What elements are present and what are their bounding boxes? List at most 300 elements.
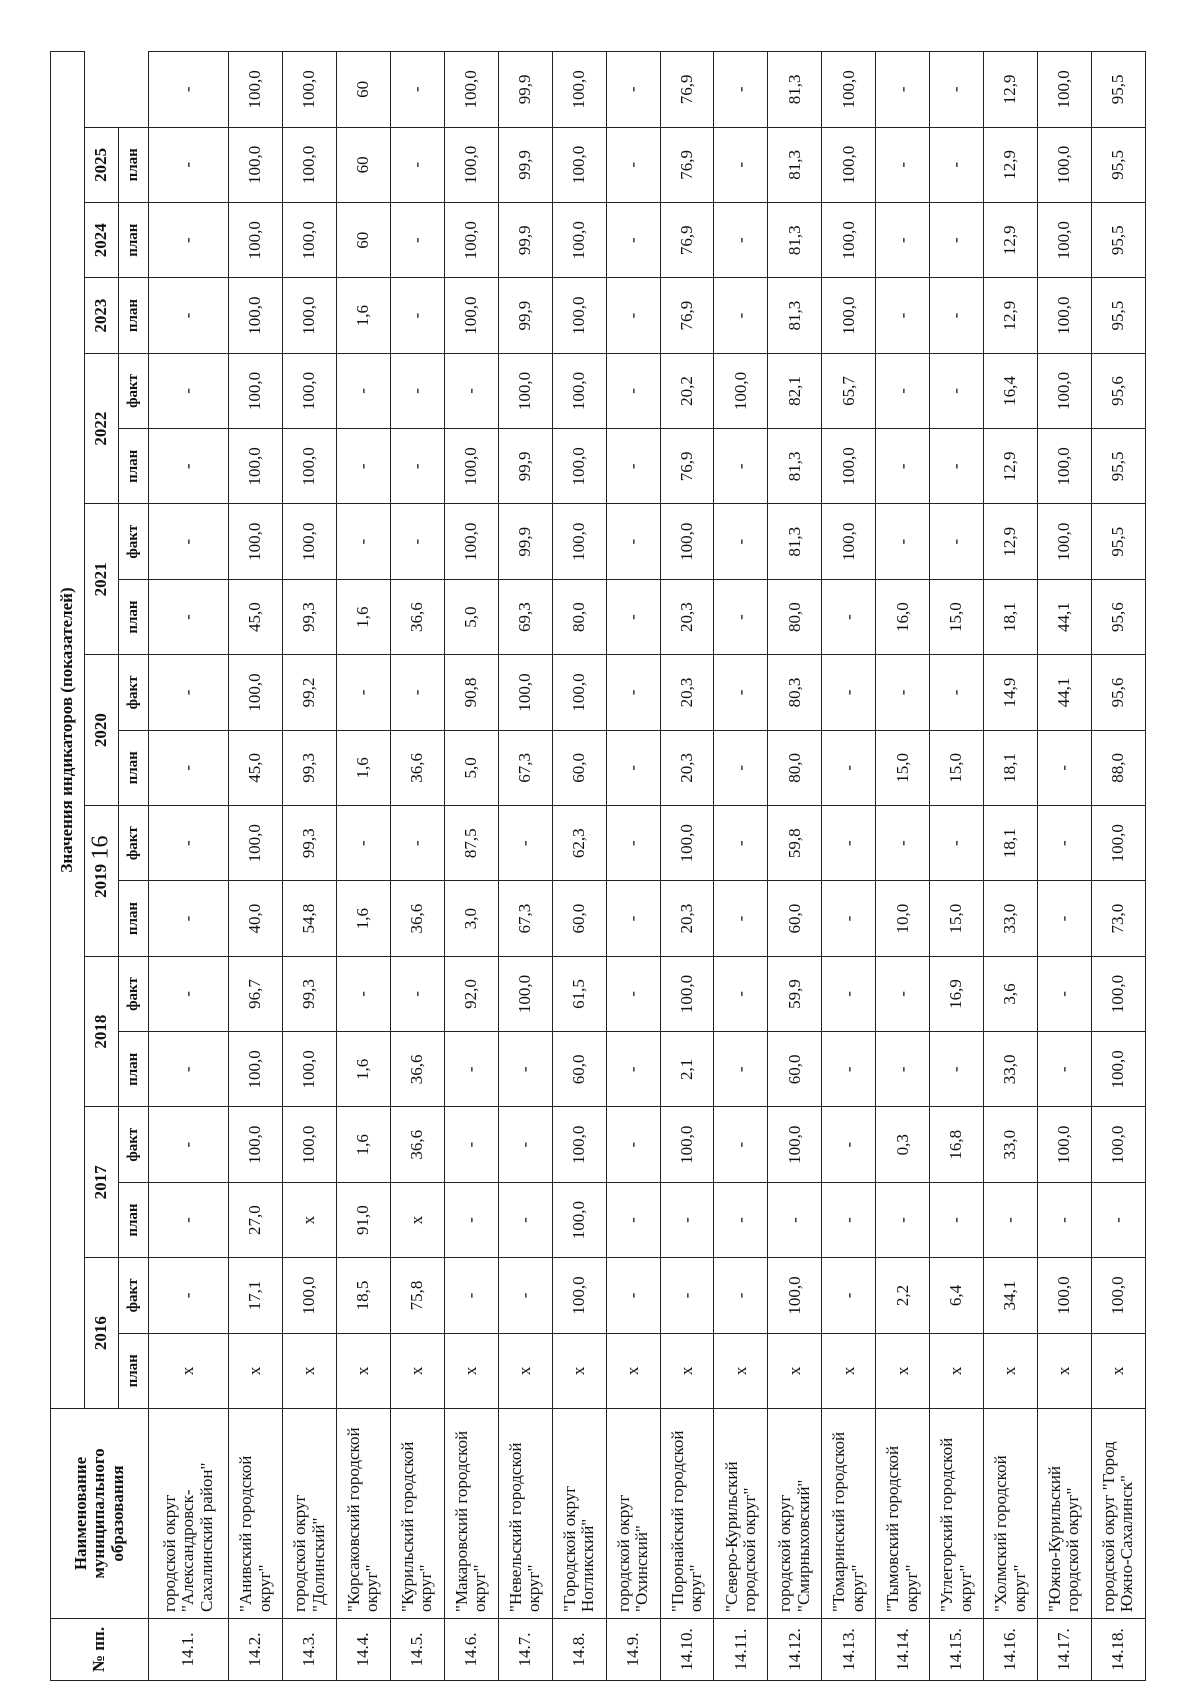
value-cell: 100,0 bbox=[822, 504, 876, 579]
value-cell: - bbox=[390, 278, 444, 353]
value-cell: - bbox=[768, 1182, 822, 1257]
value-cell: 60,0 bbox=[552, 730, 606, 805]
value-cell: 10,0 bbox=[876, 881, 930, 956]
municipality-name: "Холмский городской округ" bbox=[984, 1409, 1038, 1619]
value-cell: - bbox=[149, 881, 229, 956]
value-cell: 100,0 bbox=[1091, 956, 1145, 1031]
value-cell: - bbox=[606, 881, 660, 956]
value-cell: 1,6 bbox=[337, 730, 391, 805]
municipality-name: "Корсаковский городской округ" bbox=[337, 1409, 391, 1619]
header-year: 2020 bbox=[85, 655, 119, 806]
value-cell: 81,3 bbox=[768, 504, 822, 579]
value-cell: х bbox=[390, 1333, 444, 1408]
value-cell: - bbox=[714, 730, 768, 805]
value-cell: - bbox=[1038, 806, 1092, 881]
value-cell: 60,0 bbox=[768, 881, 822, 956]
row-number: 14.18. bbox=[1091, 1619, 1145, 1681]
value-cell: 40,0 bbox=[229, 881, 283, 956]
value-cell: 100,0 bbox=[444, 278, 498, 353]
value-cell: - bbox=[876, 956, 930, 1031]
value-cell: - bbox=[876, 655, 930, 730]
value-cell: - bbox=[149, 655, 229, 730]
value-cell: 100,0 bbox=[229, 127, 283, 202]
value-cell: - bbox=[390, 806, 444, 881]
municipality-name: городской округ "Долинский" bbox=[283, 1409, 337, 1619]
value-cell: 54,8 bbox=[283, 881, 337, 956]
value-cell: - bbox=[930, 504, 984, 579]
value-cell: 100,0 bbox=[552, 1107, 606, 1182]
value-cell: - bbox=[149, 353, 229, 428]
header-year: 2017 bbox=[85, 1107, 119, 1258]
value-cell: 100,0 bbox=[444, 52, 498, 128]
value-cell: 100,0 bbox=[822, 203, 876, 278]
value-cell: - bbox=[822, 730, 876, 805]
value-cell: 61,5 bbox=[552, 956, 606, 1031]
value-cell: - bbox=[390, 203, 444, 278]
value-cell: 80,0 bbox=[768, 579, 822, 654]
header-fact: факт bbox=[119, 1258, 149, 1333]
table-row bbox=[552, 52, 606, 1681]
value-cell: 80,0 bbox=[768, 730, 822, 805]
value-cell: 18,5 bbox=[337, 1258, 391, 1333]
value-cell: - bbox=[606, 806, 660, 881]
value-cell: 81,3 bbox=[768, 127, 822, 202]
header-plan: план bbox=[119, 579, 149, 654]
municipality-name: "Невельский городской округ" bbox=[498, 1409, 552, 1619]
value-cell: 95,5 bbox=[1091, 127, 1145, 202]
municipality-name: "Поронайский городской округ" bbox=[660, 1409, 714, 1619]
value-cell: 100,0 bbox=[444, 504, 498, 579]
value-cell: 100,0 bbox=[552, 655, 606, 730]
value-cell: - bbox=[498, 1258, 552, 1333]
value-cell: 20,3 bbox=[660, 730, 714, 805]
value-cell: 0,3 bbox=[876, 1107, 930, 1182]
value-cell: - bbox=[390, 127, 444, 202]
header-fact: факт bbox=[119, 655, 149, 730]
value-cell: - bbox=[444, 1107, 498, 1182]
value-cell: 100,0 bbox=[498, 353, 552, 428]
value-cell: х bbox=[714, 1333, 768, 1408]
value-cell: - bbox=[337, 353, 391, 428]
value-cell: 100,0 bbox=[229, 278, 283, 353]
value-cell: 5,0 bbox=[444, 730, 498, 805]
value-cell: 100,0 bbox=[229, 429, 283, 504]
value-cell: 80,0 bbox=[552, 579, 606, 654]
value-cell: х bbox=[930, 1333, 984, 1408]
value-cell: х bbox=[229, 1333, 283, 1408]
value-cell: 36,6 bbox=[390, 579, 444, 654]
value-cell: 99,9 bbox=[498, 429, 552, 504]
value-cell: - bbox=[714, 52, 768, 128]
value-cell: - bbox=[390, 429, 444, 504]
value-cell: 67,3 bbox=[498, 881, 552, 956]
value-cell: 100,0 bbox=[768, 1107, 822, 1182]
value-cell: х bbox=[552, 1333, 606, 1408]
value-cell: 100,0 bbox=[229, 353, 283, 428]
table-row bbox=[498, 52, 552, 1681]
value-cell: 76,9 bbox=[660, 52, 714, 128]
value-cell: 1,6 bbox=[337, 1032, 391, 1107]
value-cell: 12,9 bbox=[984, 278, 1038, 353]
value-cell: 100,0 bbox=[1091, 806, 1145, 881]
value-cell: - bbox=[390, 504, 444, 579]
value-cell: 60 bbox=[337, 203, 391, 278]
value-cell: - bbox=[822, 881, 876, 956]
header-plan: план bbox=[119, 730, 149, 805]
value-cell: - bbox=[930, 52, 984, 128]
value-cell: 60,0 bbox=[552, 881, 606, 956]
value-cell: - bbox=[444, 353, 498, 428]
header-plan: план bbox=[119, 1333, 149, 1408]
value-cell: - bbox=[1038, 956, 1092, 1031]
value-cell: - bbox=[1038, 881, 1092, 956]
value-cell: 33,0 bbox=[984, 881, 1038, 956]
row-number: 14.7. bbox=[498, 1619, 552, 1681]
value-cell: - bbox=[606, 956, 660, 1031]
table-row bbox=[337, 52, 391, 1681]
value-cell: 100,0 bbox=[552, 429, 606, 504]
header-plan: план bbox=[119, 278, 149, 353]
value-cell: 90,8 bbox=[444, 655, 498, 730]
header-fact: факт bbox=[119, 956, 149, 1031]
value-cell: 100,0 bbox=[552, 203, 606, 278]
table-row bbox=[229, 52, 283, 1681]
value-cell: - bbox=[149, 579, 229, 654]
value-cell: 59,9 bbox=[768, 956, 822, 1031]
value-cell: - bbox=[930, 429, 984, 504]
value-cell: 1,6 bbox=[337, 1107, 391, 1182]
value-cell: 18,1 bbox=[984, 579, 1038, 654]
value-cell: 3,6 bbox=[984, 956, 1038, 1031]
value-cell: 92,0 bbox=[444, 956, 498, 1031]
value-cell: 99,3 bbox=[283, 956, 337, 1031]
value-cell: 3,0 bbox=[444, 881, 498, 956]
value-cell: 60,0 bbox=[552, 1032, 606, 1107]
table-row bbox=[390, 52, 444, 1681]
value-cell: 100,0 bbox=[660, 956, 714, 1031]
value-cell: 100,0 bbox=[1091, 1107, 1145, 1182]
value-cell: - bbox=[714, 655, 768, 730]
value-cell: - bbox=[606, 1182, 660, 1257]
value-cell: - bbox=[606, 579, 660, 654]
value-cell: 100,0 bbox=[1038, 1107, 1092, 1182]
value-cell: 100,0 bbox=[1091, 1032, 1145, 1107]
value-cell: - bbox=[714, 1032, 768, 1107]
value-cell: - bbox=[876, 353, 930, 428]
value-cell: 36,6 bbox=[390, 730, 444, 805]
municipality-name: городской округ "Александровск-Сахалинский район" bbox=[149, 1409, 229, 1619]
value-cell: 45,0 bbox=[229, 730, 283, 805]
value-cell: - bbox=[930, 1182, 984, 1257]
value-cell: - bbox=[930, 203, 984, 278]
value-cell: 16,9 bbox=[930, 956, 984, 1031]
value-cell: - bbox=[714, 1258, 768, 1333]
value-cell: 100,0 bbox=[283, 1107, 337, 1182]
value-cell: - bbox=[498, 1032, 552, 1107]
value-cell: 44,1 bbox=[1038, 579, 1092, 654]
value-cell: 15,0 bbox=[876, 730, 930, 805]
value-cell: 100,0 bbox=[822, 429, 876, 504]
header-name: Наименование муниципального образования bbox=[51, 1409, 149, 1619]
value-cell: 100,0 bbox=[1091, 1258, 1145, 1333]
value-cell: 88,0 bbox=[1091, 730, 1145, 805]
header-year: 2019 bbox=[85, 806, 119, 957]
value-cell: 99,3 bbox=[283, 730, 337, 805]
value-cell: 100,0 bbox=[552, 127, 606, 202]
value-cell: 100,0 bbox=[822, 127, 876, 202]
value-cell: 16,4 bbox=[984, 353, 1038, 428]
row-number: 14.9. bbox=[606, 1619, 660, 1681]
value-cell: 12,9 bbox=[984, 127, 1038, 202]
value-cell: - bbox=[822, 655, 876, 730]
value-cell: 15,0 bbox=[930, 730, 984, 805]
value-cell: 33,0 bbox=[984, 1107, 1038, 1182]
row-number: 14.3. bbox=[283, 1619, 337, 1681]
value-cell: - bbox=[930, 278, 984, 353]
header-values-title: Значения индикаторов (показателей) bbox=[51, 52, 85, 1409]
value-cell: 99,2 bbox=[283, 655, 337, 730]
table-row bbox=[930, 52, 984, 1681]
value-cell: х bbox=[984, 1333, 1038, 1408]
value-cell: 100,0 bbox=[283, 127, 337, 202]
value-cell: 87,5 bbox=[444, 806, 498, 881]
value-cell: 76,9 bbox=[660, 127, 714, 202]
value-cell: х bbox=[660, 1333, 714, 1408]
header-plan: план bbox=[119, 1182, 149, 1257]
value-cell: 15,0 bbox=[930, 579, 984, 654]
value-cell: 100,0 bbox=[822, 52, 876, 128]
value-cell: - bbox=[606, 429, 660, 504]
value-cell: - bbox=[822, 1107, 876, 1182]
table-row bbox=[876, 52, 930, 1681]
value-cell: - bbox=[714, 429, 768, 504]
value-cell: - bbox=[876, 203, 930, 278]
value-cell: - bbox=[984, 1182, 1038, 1257]
value-cell: 73,0 bbox=[1091, 881, 1145, 956]
value-cell: - bbox=[390, 655, 444, 730]
rotated-table-container bbox=[50, 51, 1146, 1681]
value-cell: 100,0 bbox=[768, 1258, 822, 1333]
value-cell: 100,0 bbox=[444, 203, 498, 278]
row-number: 14.17. bbox=[1038, 1619, 1092, 1681]
value-cell: - bbox=[149, 1032, 229, 1107]
value-cell: - bbox=[714, 881, 768, 956]
municipality-name: "Макаровский городской округ" bbox=[444, 1409, 498, 1619]
value-cell: 100,0 bbox=[498, 956, 552, 1031]
value-cell: - bbox=[390, 52, 444, 128]
value-cell: - bbox=[149, 203, 229, 278]
value-cell: - bbox=[1091, 1182, 1145, 1257]
value-cell: - bbox=[498, 806, 552, 881]
value-cell: 100,0 bbox=[552, 353, 606, 428]
row-number: 14.5. bbox=[390, 1619, 444, 1681]
value-cell: х bbox=[149, 1333, 229, 1408]
value-cell: 100,0 bbox=[498, 655, 552, 730]
value-cell: 81,3 bbox=[768, 278, 822, 353]
value-cell: 96,7 bbox=[229, 956, 283, 1031]
value-cell: - bbox=[149, 127, 229, 202]
value-cell: 100,0 bbox=[1038, 127, 1092, 202]
value-cell: 100,0 bbox=[1038, 429, 1092, 504]
value-cell: 95,6 bbox=[1091, 579, 1145, 654]
value-cell: 100,0 bbox=[1038, 1258, 1092, 1333]
value-cell: - bbox=[606, 1107, 660, 1182]
value-cell: 60 bbox=[337, 127, 391, 202]
value-cell: - bbox=[1038, 1182, 1092, 1257]
value-cell: 95,5 bbox=[1091, 278, 1145, 353]
value-cell: - bbox=[149, 429, 229, 504]
value-cell: 100,0 bbox=[660, 504, 714, 579]
page-number: 16 bbox=[87, 835, 114, 860]
value-cell: - bbox=[822, 1258, 876, 1333]
header-year: 2018 bbox=[85, 956, 119, 1107]
value-cell: 100,0 bbox=[283, 278, 337, 353]
value-cell: - bbox=[444, 1032, 498, 1107]
table-row bbox=[660, 52, 714, 1681]
row-number: 14.16. bbox=[984, 1619, 1038, 1681]
value-cell: 33,0 bbox=[984, 1032, 1038, 1107]
value-cell: - bbox=[876, 806, 930, 881]
value-cell: 1,6 bbox=[337, 579, 391, 654]
value-cell: - bbox=[930, 655, 984, 730]
value-cell: - bbox=[876, 127, 930, 202]
value-cell: - bbox=[822, 579, 876, 654]
value-cell: 2,2 bbox=[876, 1258, 930, 1333]
value-cell: х bbox=[390, 1182, 444, 1257]
row-number: 14.8. bbox=[552, 1619, 606, 1681]
header-plan: план bbox=[119, 1032, 149, 1107]
value-cell: - bbox=[876, 429, 930, 504]
value-cell: 100,0 bbox=[822, 278, 876, 353]
value-cell: 99,3 bbox=[283, 579, 337, 654]
value-cell: 76,9 bbox=[660, 429, 714, 504]
value-cell: 99,3 bbox=[283, 806, 337, 881]
row-number: 14.14. bbox=[876, 1619, 930, 1681]
row-number: 14.2. bbox=[229, 1619, 283, 1681]
value-cell: - bbox=[876, 1032, 930, 1107]
value-cell: - bbox=[337, 504, 391, 579]
value-cell: - bbox=[1038, 1032, 1092, 1107]
value-cell: 60,0 bbox=[768, 1032, 822, 1107]
header-num: № пп. bbox=[51, 1619, 149, 1681]
value-cell: 99,9 bbox=[498, 278, 552, 353]
value-cell: 69,3 bbox=[498, 579, 552, 654]
value-cell: - bbox=[714, 203, 768, 278]
value-cell: - bbox=[876, 52, 930, 128]
value-cell: 100,0 bbox=[283, 1258, 337, 1333]
value-cell: - bbox=[444, 1182, 498, 1257]
value-cell: - bbox=[149, 806, 229, 881]
value-cell: - bbox=[498, 1182, 552, 1257]
value-cell: 100,0 bbox=[660, 806, 714, 881]
value-cell: - bbox=[822, 956, 876, 1031]
value-cell: 100,0 bbox=[229, 1032, 283, 1107]
value-cell: 100,0 bbox=[229, 806, 283, 881]
value-cell: х bbox=[444, 1333, 498, 1408]
value-cell: - bbox=[337, 806, 391, 881]
table-row bbox=[1038, 52, 1092, 1681]
value-cell: - bbox=[149, 504, 229, 579]
value-cell: 100,0 bbox=[552, 278, 606, 353]
value-cell: х bbox=[283, 1333, 337, 1408]
value-cell: - bbox=[930, 1032, 984, 1107]
value-cell: - bbox=[822, 806, 876, 881]
value-cell: х bbox=[768, 1333, 822, 1408]
value-cell: х bbox=[283, 1182, 337, 1257]
value-cell: - bbox=[149, 1107, 229, 1182]
header-year: 2023 bbox=[85, 278, 119, 353]
value-cell: 100,0 bbox=[552, 1182, 606, 1257]
value-cell: 67,3 bbox=[498, 730, 552, 805]
value-cell: 95,6 bbox=[1091, 655, 1145, 730]
value-cell: 100,0 bbox=[1038, 353, 1092, 428]
value-cell: 100,0 bbox=[283, 1032, 337, 1107]
value-cell: - bbox=[714, 504, 768, 579]
table-row bbox=[606, 52, 660, 1681]
table-row bbox=[1091, 52, 1145, 1681]
value-cell: - bbox=[876, 504, 930, 579]
value-cell: х bbox=[337, 1333, 391, 1408]
municipality-name: "Северо-Курильский городской округ" bbox=[714, 1409, 768, 1619]
header-fact: факт bbox=[119, 504, 149, 579]
value-cell: 62,3 bbox=[552, 806, 606, 881]
row-number: 14.12. bbox=[768, 1619, 822, 1681]
value-cell: 100,0 bbox=[714, 353, 768, 428]
value-cell: 95,5 bbox=[1091, 429, 1145, 504]
value-cell: 100,0 bbox=[283, 52, 337, 128]
municipality-name: "Углегорский городской округ" bbox=[930, 1409, 984, 1619]
header-year: 2025 bbox=[85, 127, 119, 202]
value-cell: - bbox=[714, 127, 768, 202]
municipality-name: "Тымовский городской округ" bbox=[876, 1409, 930, 1619]
value-cell: - bbox=[660, 1182, 714, 1257]
value-cell: - bbox=[390, 956, 444, 1031]
value-cell: - bbox=[606, 730, 660, 805]
header-year: 2021 bbox=[85, 504, 119, 655]
value-cell: - bbox=[337, 956, 391, 1031]
value-cell: 100,0 bbox=[1038, 203, 1092, 278]
table-row bbox=[149, 52, 229, 1681]
header-plan: план bbox=[119, 203, 149, 278]
value-cell: - bbox=[149, 1258, 229, 1333]
header-year: 2024 bbox=[85, 203, 119, 278]
value-cell: 20,3 bbox=[660, 881, 714, 956]
value-cell: 1,6 bbox=[337, 278, 391, 353]
row-number: 14.15. bbox=[930, 1619, 984, 1681]
municipality-name: "Анивский городской округ" bbox=[229, 1409, 283, 1619]
value-cell: 65,7 bbox=[822, 353, 876, 428]
value-cell: - bbox=[444, 1258, 498, 1333]
value-cell: 100,0 bbox=[229, 52, 283, 128]
value-cell: 95,5 bbox=[1091, 203, 1145, 278]
value-cell: 95,6 bbox=[1091, 353, 1145, 428]
header-year: 2022 bbox=[85, 353, 119, 504]
value-cell: 100,0 bbox=[1038, 278, 1092, 353]
value-cell: 100,0 bbox=[283, 504, 337, 579]
value-cell: 18,1 bbox=[984, 730, 1038, 805]
header-plan: план bbox=[119, 881, 149, 956]
value-cell: - bbox=[876, 1182, 930, 1257]
value-cell: 100,0 bbox=[283, 353, 337, 428]
row-number: 14.6. bbox=[444, 1619, 498, 1681]
value-cell: 100,0 bbox=[444, 429, 498, 504]
value-cell: 76,9 bbox=[660, 278, 714, 353]
value-cell: х bbox=[1091, 1333, 1145, 1408]
value-cell: 60 bbox=[337, 52, 391, 128]
header-plan: план bbox=[119, 127, 149, 202]
value-cell: - bbox=[606, 655, 660, 730]
value-cell: - bbox=[714, 956, 768, 1031]
